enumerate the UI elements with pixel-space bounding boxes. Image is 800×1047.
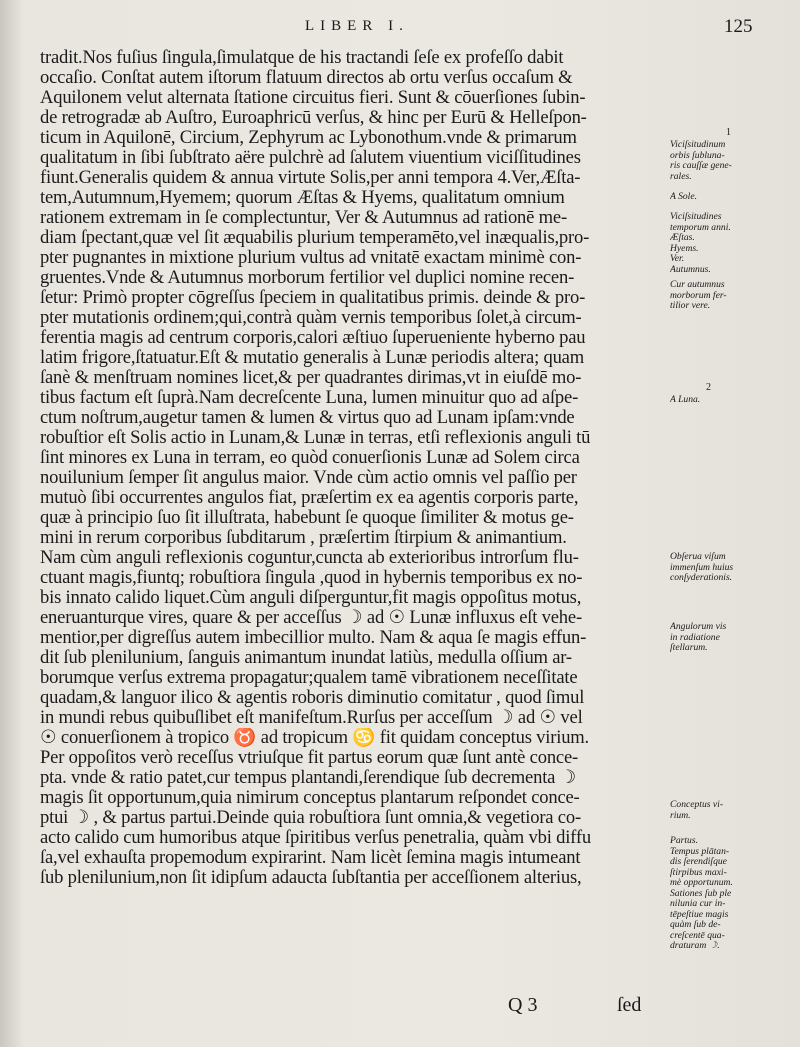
text-line: tradit.Nos fuſius ſingula,ſimulatque de his tractandi ſeſe ex profeſſo dabit (40, 48, 564, 68)
text-line: eneruanturque vires, quare & per acceſſus ☽ ad ☉ Lunæ influxus eſt vehe- (40, 608, 582, 628)
marginal-note-line: Autumnus. (670, 264, 711, 275)
text-line: diam ſpectant,quæ vel ſit æquabilis plurium temperamēto,vel inæqualis,pro- (40, 228, 590, 248)
text-line: qualitatum in ſibi ſubſtrato aëre pulchrè ad ſalutem viuentium viciſſitudines (40, 148, 581, 168)
text-line: de retrogradæ ab Auſtro, Euroaphricū verſus, & hinc per Eurū & Helleſpon- (40, 108, 587, 128)
marginal-note (670, 280, 798, 312)
marginal-note-line: mè opportunum. (670, 878, 733, 888)
marginal-note-line: dis ſerendiſque (670, 857, 727, 867)
text-line: acto calido cum humoribus atque ſpiritibus verſus penetralia, quàm vbi diffu (40, 828, 591, 848)
marginal-note-line: Angulorum vis (670, 622, 727, 632)
text-line: latim frigore,ſtatuatur.Eſt & mutatio generalis à Lunæ periodis altera; quam (40, 348, 585, 368)
text-line: ſanè & menſtruam nomines licet,& per quadrantes dirimas,vt in eiuſdē mo- (40, 368, 582, 388)
marginal-note-line: nilunia cur in- (670, 899, 726, 909)
text-line: gruentes.Vnde & Autumnus morborum fertilior vel duplici nomine recen- (40, 268, 575, 288)
marginal-note-line: tēpeſtiue magis (670, 909, 729, 920)
marginal-note-line: Tempus plātan- (670, 846, 730, 857)
marginal-note (670, 127, 798, 182)
marginal-note-line: morborum fer- (670, 290, 727, 301)
marginal-note-line: Partus. (670, 836, 698, 846)
marginal-note-line: A Luna. (670, 395, 701, 405)
page-header (0, 16, 800, 46)
marginal-note-line: Viciſsitudines (670, 212, 722, 222)
marginal-note-line: orbis ſubluna- (670, 150, 725, 161)
text-line: ctuant magis,fiuntq; robuſtiora ſingula ,quod in hybernis temporibus ex no- (40, 568, 583, 588)
text-line: ferentia magis ad centrum corporis,calori æſtiuo ſuperueniente hyberno pau (40, 328, 586, 348)
text-line: mentior,per digreſſus autem imbecillior multo. Nam & aqua ſe magis effun- (40, 628, 587, 648)
marginal-note-line: tilior vere. (670, 301, 711, 311)
marginal-note-line: conſyderationis. (670, 573, 733, 583)
text-line: ptui ☽ , & partus partui.Deinde quia robuſtiora ſunt omnia,& vegetiora co- (40, 808, 581, 828)
text-line: dit ſub plenilunium, ſanguis animantum inundat latiùs, medulla oſſium ar- (40, 648, 572, 668)
text-line: quæ à principio ſuo ſit illuſtrata, habebunt ſe quoque ſimiliter & motus ge- (40, 508, 574, 528)
text-line: quadam,& languor ilico & agentis roboris diminutio comitatur , quod ſimul (40, 688, 585, 708)
text-line: tibus factum eſt ſuprà.Nam decreſcente Luna, lumen minuitur quo ad aſpe- (40, 388, 579, 408)
running-head: LIBER I. (305, 18, 409, 34)
text-line: pter pugnantes in mixtione plurium vultus ad vnitatē exactam minimè con- (40, 248, 582, 268)
text-line: ſa,vel exhauſta propemodum expirarint. Nam licèt ſemina magis intumeant (40, 848, 581, 868)
marginal-note (670, 552, 798, 584)
text-line: Aquilonem velut alternata ſtatione circuitus fieri. Sunt & cōuerſiones ſubin- (40, 88, 586, 108)
marginal-note-line: Sationes ſub ple (670, 888, 732, 899)
text-line: occaſio. Conſtat autem iſtorum flatuum directos ab ortu verſus occaſum & (40, 68, 573, 88)
marginal-note-line: creſcentē qua- (670, 930, 725, 941)
text-line: ſetur: Primò propter cōgreſſus ſpeciem in qualitatibus primis. deinde & pro- (40, 288, 586, 308)
text-line: magis ſit opportunum,quia nimirum conceptus plantarum reſpondet conce- (40, 788, 580, 808)
text-line: pta. vnde & ratio patet,cur tempus plantandi,ſerendique ſub decrementa ☽ (40, 768, 577, 788)
marginal-note-line: ris cauſſæ gene- (670, 161, 732, 171)
signature-mark: Q 3 (508, 994, 538, 1016)
text-line: rationem extremam in ſe complectuntur, Ver & Autumnus ad rationē me- (40, 208, 567, 228)
text-line: nouilunium ſemper ſit angulus maior. Vnde cùm actio omnis vel paſſio per (40, 468, 577, 488)
marginal-note-line: Conceptus vi- (670, 800, 724, 810)
marginal-note-line: Cur autumnus (670, 280, 725, 290)
marginal-note-line: draturam ☽. (670, 941, 720, 951)
marginal-note-line: rales. (670, 171, 692, 182)
marginal-note (670, 382, 798, 406)
marginal-note-line: Hyems. (670, 243, 699, 254)
marginal-note (670, 836, 798, 952)
note-number: 1 (726, 127, 731, 138)
catchword: ſed (617, 994, 642, 1016)
text-line: robuſtior eſt Solis actio in Lunam,& Lunæ in terras, etſi reflexionis anguli tū (40, 428, 591, 448)
marginal-note-line: ſtellarum. (670, 643, 708, 653)
marginal-note-line: Æſtas. (670, 233, 695, 243)
text-line: Per oppoſitos verò receſſus vtriuſque fit partus eorum quæ ſunt antè conce- (40, 748, 579, 768)
text-line: pter mutationis ordinem;qui,contrà quàm vernis temporibus ſolet,à circum- (40, 308, 582, 328)
text-line: fiunt.Generalis quidem & annua virtute Solis,per anni tempora 4.Ver,Æſta- (40, 168, 581, 188)
marginal-note-line: quàm ſub de- (670, 920, 721, 930)
marginal-note-line: temporum anni. (670, 222, 731, 233)
text-line: bis innato calido liquet.Cùm anguli diſperguntur,fit magis oppoſitus motus, (40, 588, 582, 608)
marginal-note-line: Viciſsitudinum (670, 140, 726, 150)
text-line: ctum noſtrum,augetur tamen & lumen & virtus quo ad Lunam ipſam:vnde (40, 408, 575, 428)
text-line: ☉ conuerſionem à tropico ♉ ad tropicum ♋ fit quidam conceptus virium. (40, 728, 590, 748)
marginal-note-line: immenſum huius (670, 562, 734, 573)
marginal-note-line: rium. (670, 810, 691, 821)
marginal-note-line: ſtirpibus maxi- (670, 867, 727, 878)
text-line: ſub plenilunium,non ſit idipſum adaucta ſubſtantia per acceſſionem alterius, (40, 868, 582, 888)
marginal-note-line: Obſerua viſum (670, 552, 726, 562)
text-line: Nam cùm anguli reflexionis coguntur,cuncta ab exterioribus introrſum flu- (40, 548, 579, 568)
marginal-note-line: Ver. (670, 254, 685, 264)
marginal-note (670, 192, 798, 203)
main-text-block (40, 48, 670, 888)
text-line: mini in rerum corporibus ſubditarum , præſertim ſtirpium & animantium. (40, 528, 567, 548)
marginal-note-line: in radiatione (670, 632, 720, 643)
marginal-note (670, 622, 798, 654)
text-line: ſint minores ex Luna in terram, eo quòd conuerſionis Lunæ ad Solem circa (40, 448, 580, 468)
note-number: 2 (706, 382, 711, 393)
text-line: borumque verſus extrema propagatur;qualem tamē vibrationem neceſſitate (40, 668, 578, 688)
page-footer (0, 994, 800, 1024)
text-line: ticum in Aquilonē, Circium, Zephyrum ac Lybonothum.vnde & primarum (40, 128, 577, 148)
marginal-note (670, 212, 798, 275)
text-line: in mundi rebus quibuſlibet eſt manifeſtum.Rurſus per acceſſum ☽ ad ☉ vel (40, 708, 583, 728)
marginal-note-line: A Sole. (670, 192, 698, 202)
text-line: mutuò ſibi occurrentes angulos fiat, præſertim ex ea agentis corporis parte, (40, 488, 579, 508)
text-line: tem,Autumnum,Hyemem; quorum Æſtas & Hyems, qualitatum omnium (40, 188, 565, 208)
page-number: 125 (724, 16, 753, 37)
marginal-note (670, 800, 798, 821)
